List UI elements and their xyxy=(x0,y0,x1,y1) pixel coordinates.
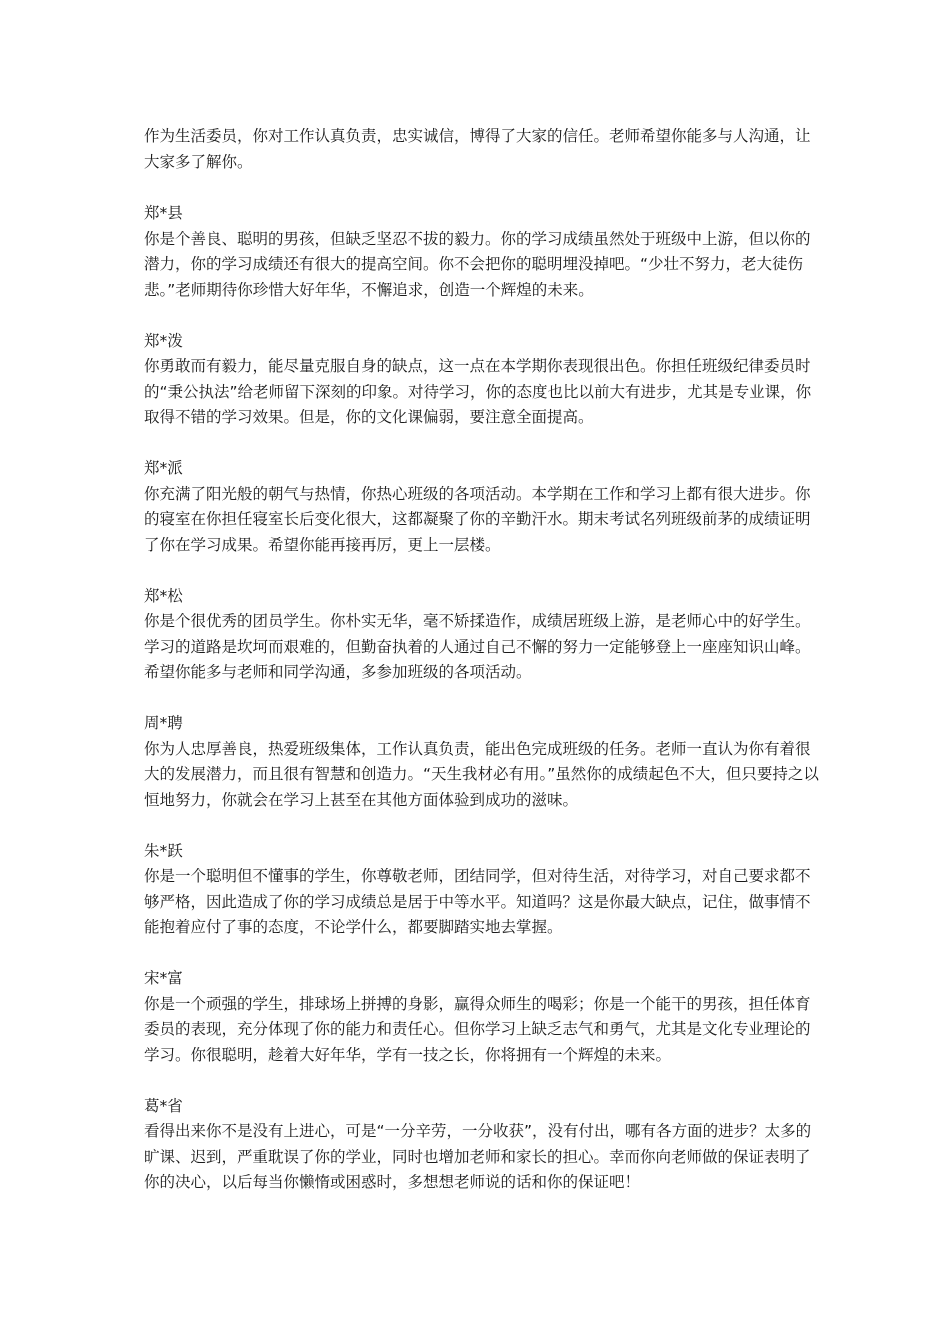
comment-entry xyxy=(144,966,824,1068)
student-name: 郑*松 xyxy=(144,586,183,605)
comment-text: 你为人忠厚善良，热爱班级集体，工作认真负责，能出色完成班级的任务。老师一直认为你有着很大的发展潜力，而且很有智慧和创造力。“天生我材必有用。”虽然你的成绩起色不大，但只要持之以恒地努力，你就会在学习上甚至在其他方面体验到成功的滋味。 xyxy=(144,739,819,809)
student-name: 郑*泼 xyxy=(144,331,183,350)
comment-text: 你是一个聪明但不懂事的学生，你尊敬老师，团结同学，但对待生活，对待学习，对自己要求都不够严格，因此造成了你的学习成绩总是居于中等水平。知道吗？这是你最大缺点，记住，做事情不能抱着应付了事的态度，不论学什么，都要脚踏实地去掌握。 xyxy=(144,867,811,936)
comment-entry xyxy=(144,456,824,558)
comment-entry xyxy=(144,711,824,813)
student-name: 周*聘 xyxy=(144,714,183,732)
comment-text: 你勇敢而有毅力，能尽量克服自身的缺点，这一点在本学期你表现很出色。你担任班级纪律委员时的“秉公执法”给老师留下深刻的印象。对待学习，你的态度也比以前大有进步，尤其是专业课，你取得不错的学习效果。但是，你的文化课偏弱，要注意全面提高。 xyxy=(144,357,812,426)
comment-entry xyxy=(144,329,824,431)
student-name: 朱*跃 xyxy=(144,841,183,860)
comment-entry xyxy=(144,584,824,686)
comment-text: 看得出来你不是没有上进心，可是“一分辛劳，一分收获”，没有付出，哪有各方面的进步？太多的旷课、迟到，严重耽误了你的学业，同时也增加老师和家长的担心。幸而你向老师做的保证表明了你的决心，以后每当你懒惰或困惑时，多想想老师说的话和你的保证吧！ xyxy=(144,1122,812,1191)
comment-text: 你是个很优秀的团员学生。你朴实无华，毫不矫揉造作，成绩居班级上游，是老师心中的好学生。学习的道路是坎坷而艰难的，但勤奋执着的人通过自己不懈的努力一定能够登上一座座知识山峰。希望你能多与老师和同学沟通，多参加班级的各项活动。 xyxy=(144,612,811,681)
comment-entry xyxy=(144,1094,824,1196)
student-name: 宋*富 xyxy=(144,969,183,987)
comment-entry xyxy=(144,201,824,303)
comment-text: 你是个善良、聪明的男孩，但缺乏坚忍不拔的毅力。你的学习成绩虽然处于班级中上游，但以你的潜力，你的学习成绩还有很大的提高空间。你不会把你的聪明埋没掉吧。“少壮不努力，老大徒伤悲。”老师期待你珍惜大好年华，不懈追求，创造一个辉煌的未来。 xyxy=(144,229,811,299)
comment-text: 你充满了阳光般的朝气与热情，你热心班级的各项活动。本学期在工作和学习上都有很大进步。你的寝室在你担任寝室长后变化很大，这都凝聚了你的辛勤汗水。期末考试名列班级前茅的成绩证明了你在学习成果。希望你能再接再厉，更上一层楼。 xyxy=(144,484,811,554)
student-name: 郑*县 xyxy=(144,204,183,222)
student-name: 葛*省 xyxy=(144,1096,183,1115)
document-content xyxy=(144,124,824,1221)
comment-text: 你是一个顽强的学生，排球场上拼搏的身影，赢得众师生的喝彩；你是一个能干的男孩，担任体育委员的表现，充分体现了你的能力和责任心。但你学习上缺乏志气和勇气，尤其是文化专业理论的学习。你很聪明，趁着大好年华，学有一技之长，你将拥有一个辉煌的未来。 xyxy=(144,994,811,1064)
intro-paragraph: 作为生活委员，你对工作认真负责，忠实诚信，博得了大家的信任。老师希望你能多与人沟通，让大家多了解你。 xyxy=(144,127,811,171)
student-name: 郑*派 xyxy=(144,459,183,477)
comment-entry xyxy=(144,839,824,941)
